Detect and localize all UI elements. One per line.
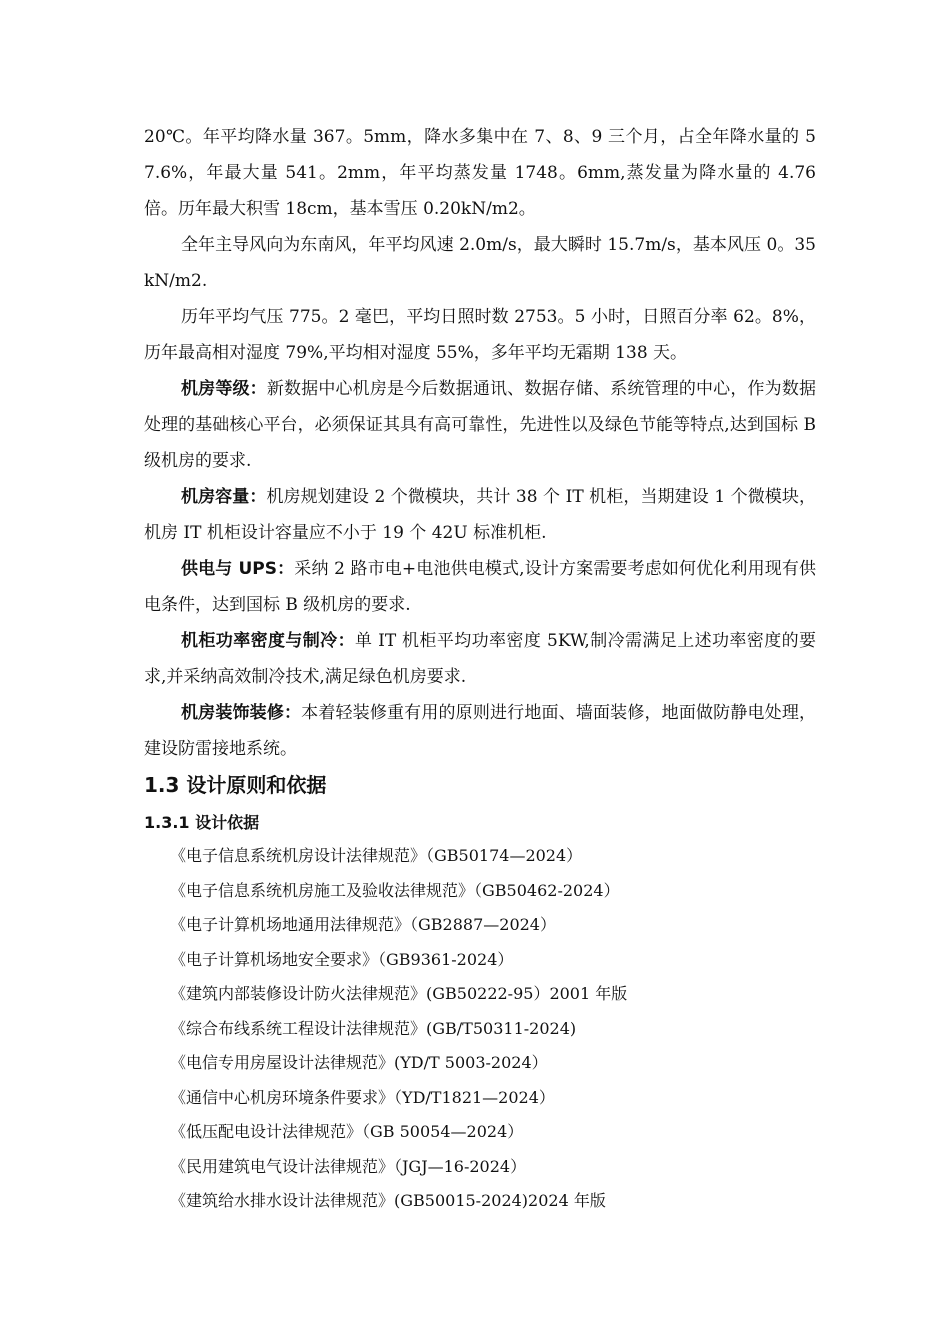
requirement-power-density-cooling — [144, 623, 816, 695]
reference-item: 《电子信息系统机房施工及验收法律规范》（GB50462-2024） — [170, 880, 620, 900]
requirement-room-grade — [144, 371, 816, 479]
requirement-label: 机房装饰装修： — [181, 703, 302, 723]
reference-item: 《低压配电设计法律规范》（GB 50054—2024） — [170, 1122, 524, 1141]
requirement-label: 机房等级： — [181, 379, 267, 399]
reference-list — [170, 839, 810, 1219]
requirement-text: 新数据中心机房是今后数据通讯、数据存储、系统管理的中心，作为数据处理的基础核心平台，必须保证其具有高可靠性，先进性以及绿色节能等特点,达到国标 B 级机房的要求. — [144, 379, 817, 471]
requirement-label: 机房容量： — [181, 487, 267, 507]
requirement-text: 单 IT 机柜平均功率密度 5KW,制冷需满足上述功率密度的要求,并采纳高效制冷技术,满足绿色机房要求. — [144, 631, 816, 687]
section-heading: 1.3 设计原则和依据 — [144, 773, 327, 797]
reference-item: 《通信中心机房环境条件要求》（YD/T1821—2024） — [170, 1087, 555, 1107]
requirement-decoration — [144, 695, 816, 767]
reference-item: 《电子信息系统机房设计法律规范》（GB50174—2024） — [170, 846, 583, 865]
requirement-power-ups — [144, 551, 816, 623]
requirement-text: 本着轻装修重有用的原则进行地面、墙面装修，地面做防静电处理，建设防雷接地系统。 — [144, 703, 817, 759]
reference-item: 《电信专用房屋设计法律规范》(YD/T 5003-2024） — [170, 1053, 548, 1072]
subsection-heading: 1.3.1 设计依据 — [144, 813, 260, 832]
requirement-label: 供电与 UPS： — [181, 559, 295, 579]
requirement-label: 机柜功率密度与制冷： — [181, 631, 355, 651]
requirement-text: 采纳 2 路市电+电池供电模式,设计方案需要考虑如何优化利用现有供电条件，达到国标 B 级机房的要求. — [144, 559, 816, 615]
reference-item: 《建筑内部装修设计防火法律规范》(GB50222-95）2001 年版 — [170, 984, 628, 1003]
requirement-text: 机房规划建设 2 个微模块，共计 38 个 IT 机柜，当期建设 1 个微模块，机房 IT 机柜设计容量应不小于 19 个 42U 标准机柜. — [144, 487, 816, 543]
reference-item: 《电子计算机场地安全要求》（GB9361-2024） — [170, 949, 514, 969]
climate-paragraph-precipitation: 20℃。年平均降水量 367。5mm，降水多集中在 7、8、9 三个月，占全年降水量的 57.6%，年最大量 541。2mm，年平均蒸发量 1748。6mm,蒸发量为降水量的 4.76 倍。历年最大积雪 18cm，基本雪压 0.20kN/m2。 — [144, 127, 816, 219]
reference-item: 《建筑给水排水设计法律规范》(GB50015-2024)2024 年版 — [170, 1191, 606, 1210]
reference-item: 《民用建筑电气设计法律规范》（JGJ—16-2024） — [170, 1156, 527, 1176]
climate-paragraph-wind: 全年主导风向为东南风，年平均风速 2.0m/s，最大瞬时 15.7m/s，基本风压 0。35kN/m2. — [144, 235, 816, 291]
reference-item: 《电子计算机场地通用法律规范》（GB2887—2024） — [170, 915, 556, 934]
reference-item: 《综合布线系统工程设计法律规范》(GB/T50311-2024) — [170, 1018, 577, 1038]
climate-paragraph-pressure: 历年平均气压 775。2 毫巴，平均日照时数 2753。5 小时，日照百分率 62。8%，历年最高相对湿度 79%,平均相对湿度 55%，多年平均无霜期 138 天。 — [144, 307, 816, 363]
requirement-room-capacity — [144, 479, 816, 551]
